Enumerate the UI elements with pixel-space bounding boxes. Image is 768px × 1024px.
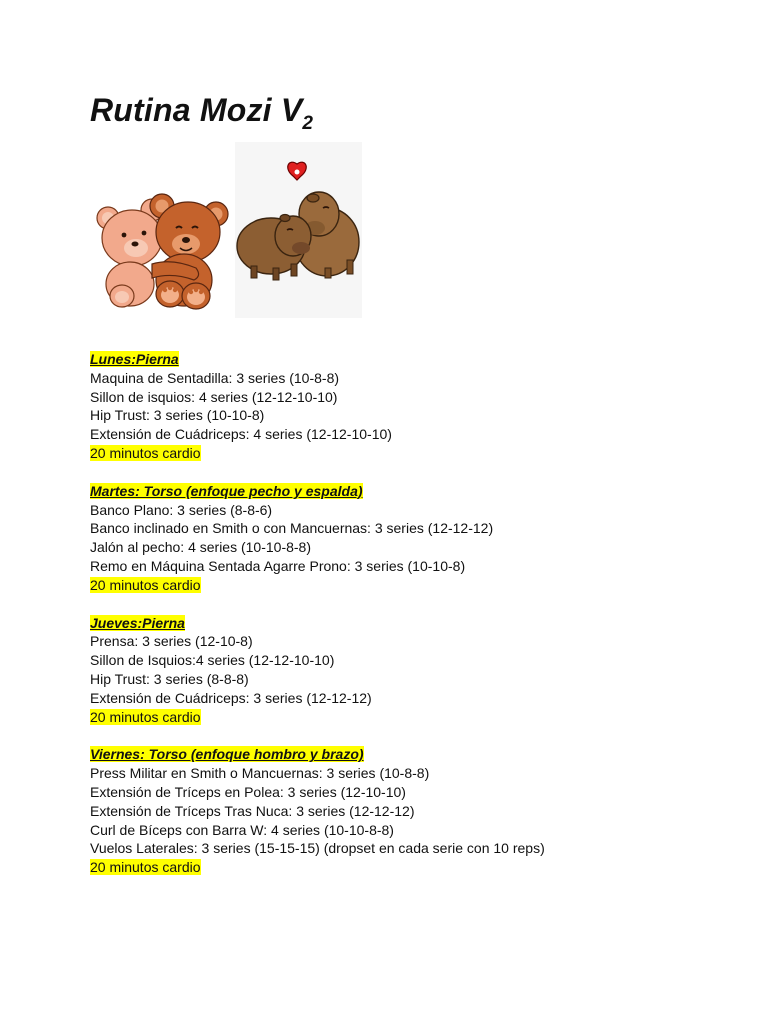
title-main: Rutina Mozi V <box>90 92 303 128</box>
exercise-line: Vuelos Laterales: 3 series (15-15-15) (dropset en cada serie con 10 reps) <box>90 840 545 857</box>
cardio-line: 20 minutos cardio <box>90 576 201 593</box>
exercise-line: Extensión de Cuádriceps: 4 series (12-12-10-10) <box>90 426 392 443</box>
cardio-line: 20 minutos cardio <box>90 859 201 876</box>
exercise-line: Extensión de Tríceps Tras Nuca: 3 series (12-12-12) <box>90 802 415 819</box>
capybaras-image <box>235 142 362 318</box>
cardio-line: 20 minutos cardio <box>90 444 201 461</box>
routine-content <box>90 350 750 896</box>
capybaras-illustration <box>235 142 362 318</box>
exercise-line: Maquina de Sentadilla: 3 series (10-8-8) <box>90 369 340 386</box>
title-subscript: 2 <box>302 113 314 134</box>
exercise-line: Press Militar en Smith o Mancuernas: 3 series (10-8-8) <box>90 765 430 782</box>
exercise-line: Banco Plano: 3 series (8-8-6) <box>90 501 273 518</box>
cardio-line: 20 minutos cardio <box>90 708 201 725</box>
teddy-bears-illustration <box>92 188 230 312</box>
exercise-line: Curl de Bíceps con Barra W: 4 series (10-10-8-8) <box>90 821 394 838</box>
exercise-line: Remo en Máquina Sentada Agarre Prono: 3 series (10-10-8) <box>90 557 466 574</box>
exercise-line: Sillon de isquios: 4 series (12-12-10-10) <box>90 388 338 405</box>
exercise-line: Sillon de Isquios:4 series (12-12-10-10) <box>90 652 335 669</box>
exercise-line: Hip Trust: 3 series (10-10-8) <box>90 407 265 424</box>
day-heading: Jueves:Pierna <box>90 614 185 631</box>
day-heading: Martes: Torso (enfoque pecho y espalda) <box>90 482 363 499</box>
exercise-line: Extensión de Cuádriceps: 3 series (12-12-12) <box>90 689 372 706</box>
page-title <box>90 92 313 135</box>
exercise-line: Jalón al pecho: 4 series (10-10-8-8) <box>90 539 312 556</box>
day-section-viernes <box>90 745 750 877</box>
day-section-jueves <box>90 614 750 727</box>
day-section-lunes <box>90 350 750 463</box>
exercise-line: Extensión de Tríceps en Polea: 3 series (12-10-10) <box>90 783 406 800</box>
exercise-line: Banco inclinado en Smith o con Mancuernas: 3 series (12-12-12) <box>90 520 494 537</box>
exercise-line: Prensa: 3 series (12-10-8) <box>90 633 253 650</box>
day-section-martes <box>90 482 750 595</box>
exercise-line: Hip Trust: 3 series (8-8-8) <box>90 670 249 687</box>
day-heading: Viernes: Torso (enfoque hombro y brazo) <box>90 746 364 763</box>
teddy-bears-image <box>92 188 230 312</box>
day-heading: Lunes:Pierna <box>90 351 179 367</box>
